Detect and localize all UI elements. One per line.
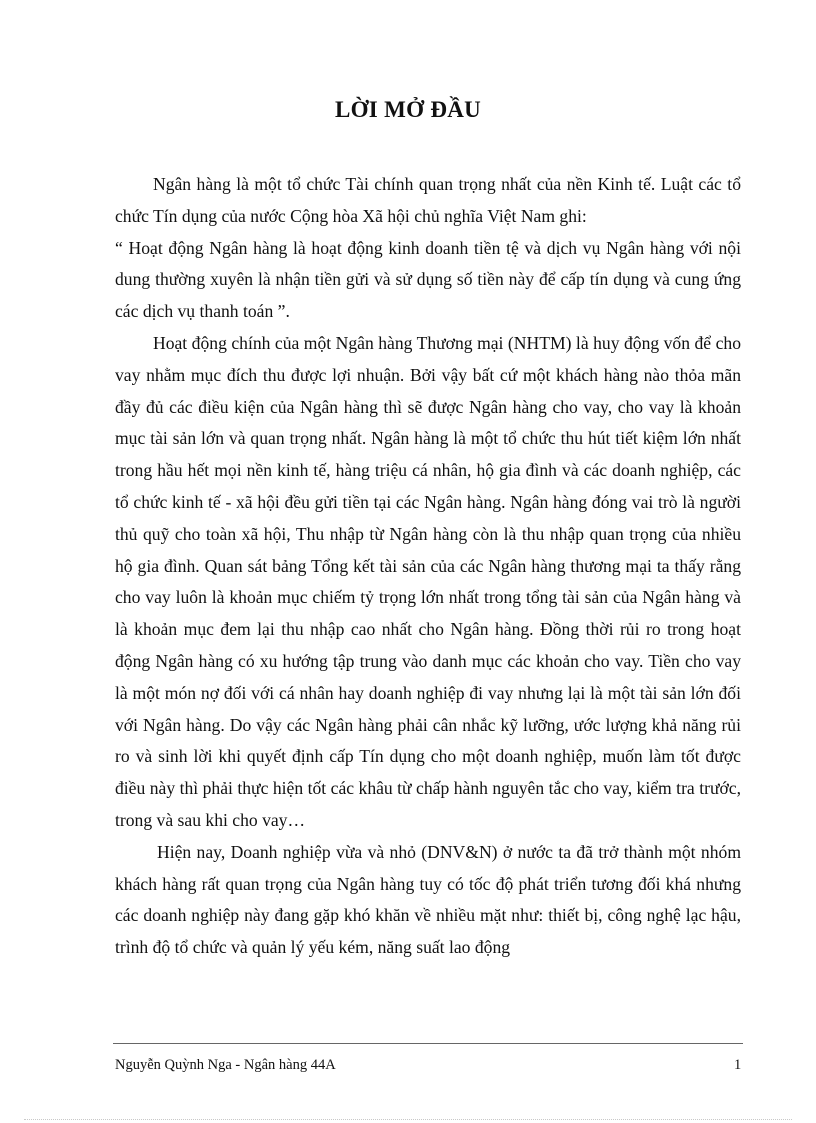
document-title: LỜI MỞ ĐẦU [334, 97, 482, 122]
footer-author: Nguyễn Quỳnh Nga - Ngân hàng 44A [115, 1057, 336, 1073]
paragraph-quote: “ Hoạt động Ngân hàng là hoạt động kinh doanh tiền tệ và dịch vụ Ngân hàng với nội dung thường xuyên là nhận tiền gửi và sử dụng số tiền này để cấp tín dụng và cung ứng các dịch vụ thanh toán ”. [115, 237, 741, 322]
footer-page-number: 1 [734, 1057, 742, 1073]
document-body [115, 169, 741, 964]
paragraph-sme: Hiện nay, Doanh nghiệp vừa và nhỏ (DNV&N) ở nước ta đã trở thành một nhóm khách hàng rất quan trọng của Ngân hàng tuy có tốc độ phát triển tương đối khá nhưng các doanh nghiệp này đang gặp khó khăn về nhiều mặt như: thiết bị, công nghệ lạc hậu, trình độ tổ chức và quản lý yếu kém, năng suất lao động [115, 841, 741, 958]
page-bottom-edge [24, 1119, 792, 1120]
footer-divider [113, 1043, 743, 1044]
paragraph-intro: Ngân hàng là một tổ chức Tài chính quan trọng nhất của nền Kinh tế. Luật các tổ chức Tín dụng của nước Cộng hòa Xã hội chủ nghĩa Việt Nam ghi: [115, 174, 741, 226]
paragraph-main-activity: Hoạt động chính của một Ngân hàng Thương mại (NHTM) là huy động vốn để cho vay nhằm mục đích thu được lợi nhuận. Bởi vậy bất cứ một khách hàng nào thỏa mãn đầy đủ các điều kiện của Ngân hàng thì sẽ được Ngân hàng cho vay, cho vay là khoản mục tài sản lớn và quan trọng nhất. Ngân hàng là một tổ chức thu hút tiết kiệm lớn nhất trong hầu hết mọi nền kinh tế, hàng triệu cá nhân, hộ gia đình và các doanh nghiệp, các tổ chức kinh tế - xã hội đều gửi tiền tại các Ngân hàng. Ngân hàng đóng vai trò là người thủ quỹ cho toàn xã hội, Thu nhập từ Ngân hàng còn là thu nhập quan trọng của nhiều hộ gia đình. Quan sát bảng Tổng kết tài sản của các Ngân hàng thương mại ta thấy rằng cho vay luôn là khoản mục chiếm tỷ trọng lớn nhất trong tổng tài sản của Ngân hàng và là khoản mục đem lại thu nhập cao nhất cho Ngân hàng. Đồng thời rủi ro trong hoạt động Ngân hàng có xu hướng tập trung vào danh mục các khoản cho vay. Tiền cho vay là một món nợ đối với cá nhân hay doanh nghiệp đi vay nhưng lại là một tài sản lớn đối với Ngân hàng. Do vậy các Ngân hàng phải cân nhắc kỹ lưỡng, ước lượng khả năng rủi ro và sinh lời khi quyết định cấp Tín dụng cho một doanh nghiệp, muốn làm tốt được điều này thì phải thực hiện tốt các khâu từ chấp hành nguyên tắc cho vay, kiểm tra trước, trong và sau khi cho vay… [115, 332, 741, 830]
